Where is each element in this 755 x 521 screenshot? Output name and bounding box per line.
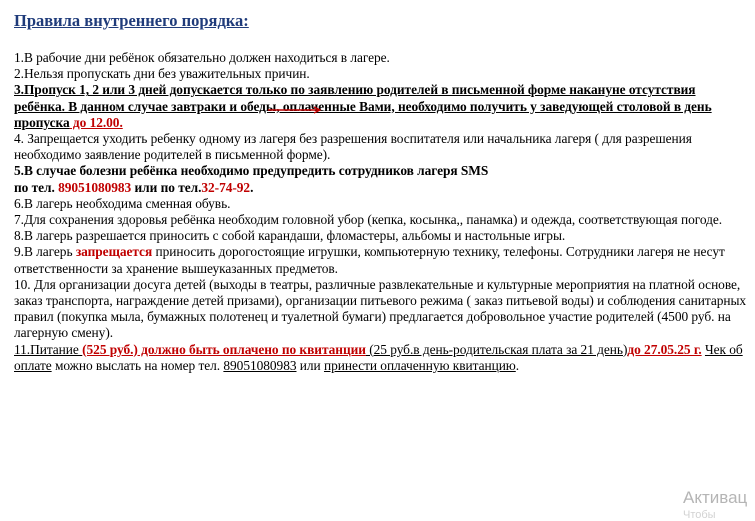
rule-9 <box>14 244 749 276</box>
rule-5-end: . <box>250 179 254 195</box>
rule-5-mid: или по тел. <box>131 179 202 195</box>
rule-5-line1: 5.В случае болезни ребёнка необходимо предупредить сотрудников лагеря SMS <box>14 163 489 179</box>
rule-5 <box>14 163 749 195</box>
rule-5-prefix: по тел. <box>14 179 59 195</box>
rule-11-or: или <box>296 357 324 373</box>
rule-11-bring: принести оплаченную квитанцию <box>323 357 516 373</box>
rule-4: 4. Запрещается уходить ребенку одному из лагеря без разрешения воспитателя или начальника лагеря ( для разрешения необходимо заявление родителей в письменной форме). <box>14 131 692 163</box>
rule-11-payment: (525 руб.) должно быть оплачено по квитанции <box>82 341 366 357</box>
rule-3-deadline: до 12.00. <box>69 114 123 130</box>
activation-watermark-sub: Чтобы <box>683 509 716 521</box>
rule-11-deadline: до 27.05.25 г. <box>627 341 702 357</box>
rule-2: 2.Нельзя пропускать дни без уважительных причин. <box>14 66 310 82</box>
arrow-icon <box>267 106 325 114</box>
rule-11-end: . <box>515 357 520 373</box>
rule-3-text: 3.Пропуск 1, 2 или 3 дней допускается только по заявлению родителей в письменной форме накануне отсутствия ребёнка. В данном случае завтраки и обеды, оплаченные Вами, необходимо получить у заведующей столовой в день пропуска <box>14 82 712 130</box>
rule-6: 6.В лагерь необходима сменная обувь. <box>14 195 231 211</box>
rule-11 <box>14 342 749 374</box>
rule-8: 8.В лагерь разрешается приносить с собой карандаши, фломастеры, альбомы и настольные игры. <box>14 228 566 244</box>
rule-11-send: можно выслать на номер тел. <box>51 357 224 373</box>
rule-7: 7.Для сохранения здоровья ребёнка необходим головной убор (кепка, косынка,, панамка) и одежда, соответствующая погоде. <box>14 212 723 228</box>
activation-watermark: Активац <box>683 488 748 507</box>
rule-11-phone: 89051080983 <box>223 357 297 373</box>
rule-9-start: 9.В лагерь <box>14 244 76 260</box>
rule-11-label: 11.Питание <box>14 341 83 357</box>
document-page <box>14 10 749 374</box>
rule-9-forbidden: запрещается <box>75 244 153 260</box>
rule-11-detail: (25 руб.в день-родительская плата за 21 день) <box>365 341 628 357</box>
rule-10: 10. Для организации досуга детей (выходы в театры, различные развлекательные и культурные мероприятия на платной основе, заказ транспорта, награждение детей призами), организации питьевого режима ( заказ питьевой воды) и соблюдения санитарных правил (покупка мыла, бумажных полотенец и туалетной бумаги) предлагается добровольное участие родителей (4500 руб. на лагерную смену). <box>14 276 747 341</box>
rule-5-phone-1: 89051080983 <box>58 179 132 195</box>
rule-3 <box>14 82 749 131</box>
rule-9-end: приносить дорогостоящие игрушки, компьютерную технику, телефоны. Сотрудники лагеря не несут ответственности за хранение вышеуказанных предметов. <box>14 244 725 276</box>
rule-11-check: Чек об оплате <box>14 341 743 373</box>
page-title: Правила внутреннего порядка: <box>14 11 249 30</box>
rule-5-phone-2: 32-74-92 <box>201 179 251 195</box>
rule-1: 1.В рабочие дни ребёнок обязательно должен находиться в лагере. <box>14 50 390 65</box>
rules-list <box>14 50 749 374</box>
